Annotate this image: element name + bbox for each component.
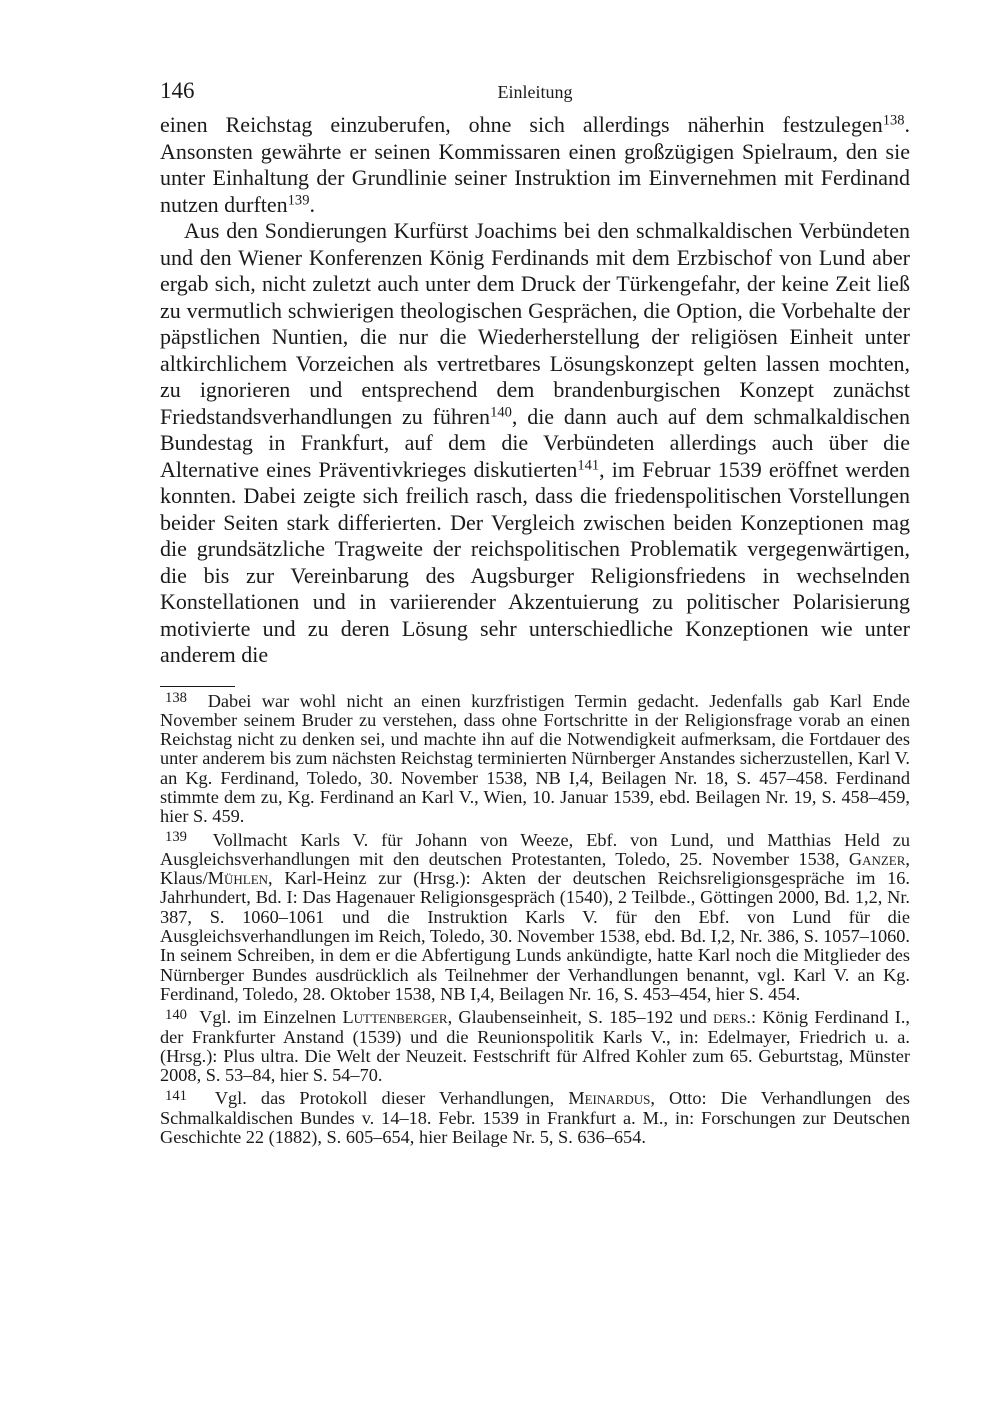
page-header: [160, 78, 910, 112]
text-run: einen Reichstag einzuberufen, ohne sich allerdings näherhin festzulegen: [160, 112, 883, 137]
footnote-ref-141: 141: [577, 456, 600, 473]
footnote-141: [160, 1089, 910, 1147]
footnote-140: [160, 1008, 910, 1085]
footnote-text: : König Ferdinand I., der Frankfurter Anstand (1539) und die Reunionspolitik Karls V., in: Edelmayer, Friedrich u. a. (Hrsg.): Plus ultra. Die Welt der Neuzeit. Festschrift für Alfred Kohler zum 65. Geburtstag, Münster 2008, S. 53–84, hier S. 54–70.: [160, 1007, 910, 1086]
footnote-139: [160, 831, 910, 1005]
author-name: Meinardus: [568, 1088, 651, 1109]
text-run: , im Februar 1539 eröffnet werden konnten. Dabei zeigte sich freilich rasch, dass die friedenspolitischen Vorstellungen beider Seiten stark differierten. Der Vergleich zwischen beiden Konzeptionen mag die grundsätzliche Tragweite der reichspolitischen Problematik vergegenwärtigen, die bis zur Vereinbarung des Augsburger Religionsfriedens in wechselnden Konstellationen und in variierender Akzentuierung zu politischer Polarisierung motivierte und zu deren Lösung sehr unterschiedliche Konzeptionen wie unter anderem die: [160, 456, 911, 667]
author-name: Luttenberger: [342, 1007, 448, 1028]
text-run: Aus den Sondierungen Kurfürst Joachims bei den schmalkaldischen Verbündeten und den Wiener Konferenzen König Ferdinands mit dem Erzbischof von Lund aber ergab sich, nicht zuletzt auch unter dem Druck der Türkengefahr, der keine Zeit ließ zu vermutlich schwierigen theologischen Gesprächen, die Option, die Vorbehalte der päpstlichen Nuntien, die nur die Wiederherstellung der religiösen Einheit unter altkirchlichem Vorzeichen als vertretbares Lösungskonzept gelten lassen mochten, zu ignorieren und entsprechend dem brandenburgischen Konzept zunächst Friedstandsverhandlungen zu führen: [160, 218, 910, 429]
footnote-text: Dabei war wohl nicht an einen kurzfristigen Termin gedacht. Jedenfalls gab Karl Ende November seinem Bruder zu verstehen, dass ohne Fortschritte in der Religionsfrage vorab an einen Reichstag nicht zu denken sei, und machte ihn auf die Notwendigkeit aufmerksam, die Fortdauer des unter anderem bis zum nächsten Reichstag terminierten Nürnberger Anstandes sicherzustellen, Karl V. an Kg. Ferdinand, Toledo, 30. November 1538, NB I,4, Beilagen Nr. 18, S. 457–458. Ferdinand stimmte dem zu, Kg. Ferdinand an Karl V., Wien, 10. Januar 1539, ebd. Beilagen Nr. 19, S. 458–459, hier S. 459.: [160, 690, 911, 827]
footnote-number: 141: [165, 1088, 187, 1105]
footnote-text: , Otto: Die Verhandlungen des Schmalkaldischen Bundes v. 14–18. Febr. 1539 in Frankfurt a. M., in: Forschungen zur Deutschen Geschichte 22 (1882), S. 605–654, hier Beilage Nr. 5, S. 636–654.: [160, 1088, 911, 1148]
footnote-text: , Karl-Heinz zur (Hrsg.): Akten der deutschen Reichsreligionsgespräche im 16. Jahrhundert, Bd. I: Das Hagenauer Religionsgespräch (1540), 2 Teilbde., Göttingen 2000, Bd. 1,2, Nr. 387, S. 1060–1061 und die Instruktion Karls V. für den Ebf. von Lund für die Ausgleichsverhandlungen im Reich, Toledo, 30. November 1538, ebd. Bd. I,2, Nr. 386, S. 1057–1060. In seinem Schreiben, in dem er die Abfertigung Lunds ankündigte, hatte Karl noch die Mitglieder des Nürnberger Bundes ausdrücklich als Teilnehmer der Verhandlungen benannt, vgl. Karl V. an Kg. Ferdinand, Toledo, 28. Oktober 1538, NB I,4, Beilagen Nr. 16, S. 453–454, hier S. 454.: [160, 868, 910, 1004]
author-name: ders.: [713, 1007, 751, 1028]
book-page: [160, 78, 910, 1151]
author-name: Ganzer: [848, 848, 906, 869]
author-name: Mühlen: [207, 868, 269, 889]
page-number: 146: [160, 78, 195, 103]
text-run: , die dann auch auf dem schmalkaldischen Bundestag in Frankfurt, auf dem die Verbündeten allerdings auch über die Alternative eines Präventivkrieges diskutierten: [160, 403, 910, 482]
paragraph-1: [160, 112, 910, 218]
footnote-text: , Klaus/: [160, 848, 910, 889]
footnote-text: Vgl. das Protokoll dieser Verhandlungen,: [214, 1088, 569, 1109]
footnote-138: [160, 692, 910, 827]
text-run: .: [309, 191, 315, 217]
text-run: . Ansonsten gewährte er seinen Kommissaren einen großzügigen Spielraum, den sie unter Einhaltung der Grundlinie seiner Instruktion im Einvernehmen mit Ferdinand nutzen durften: [160, 112, 910, 217]
running-head: Einleitung: [497, 82, 573, 102]
footnote-ref-140: 140: [490, 403, 512, 420]
footnote-text: , Glaubenseinheit, S. 185–192 und: [447, 1007, 714, 1028]
footnote-rule: [160, 686, 235, 687]
footnote-text: Vollmacht Karls V. für Johann von Weeze, Ebf. von Lund, und Matthias Held zu Ausgleichsverhandlungen mit den deutschen Protestanten, Toledo, 25. November 1538,: [160, 829, 910, 869]
footnote-number: 140: [165, 1007, 187, 1024]
footnote-text: Vgl. im Einzelnen: [199, 1007, 343, 1028]
footnote-number: 138: [165, 690, 187, 707]
paragraph-2: [160, 218, 910, 669]
main-text: [160, 112, 910, 669]
footnote-number: 139: [165, 829, 187, 846]
footnotes: [160, 692, 910, 1148]
footnote-ref-139: 139: [287, 191, 310, 208]
footnote-ref-138: 138: [882, 112, 905, 129]
